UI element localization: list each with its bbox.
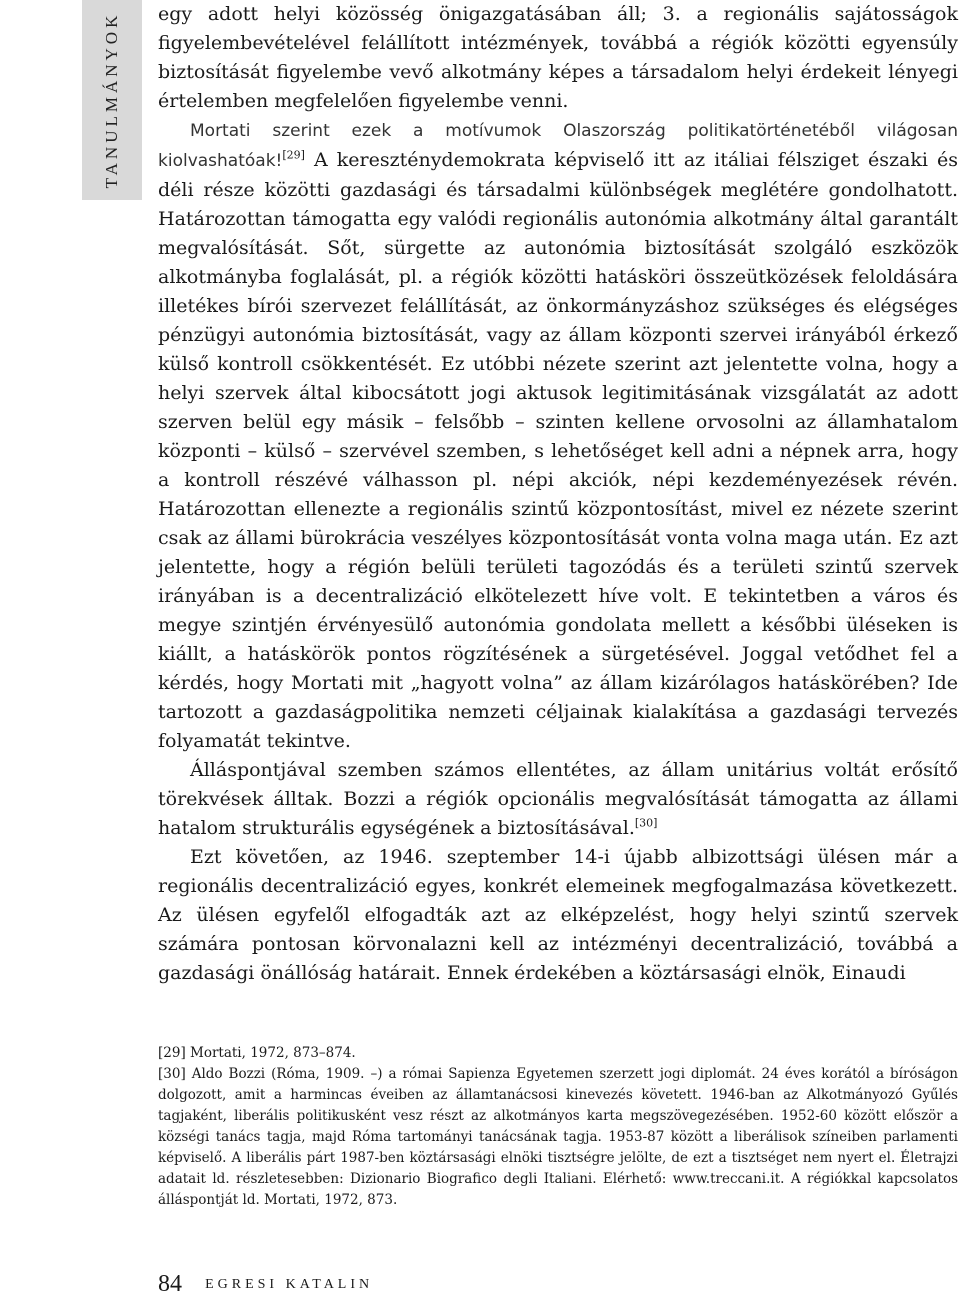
paragraph-3 [158, 756, 958, 843]
paragraph-3-text: Álláspontjával szemben számos ellentétes, az állam unitárius voltát erősítő törekvések álltak. Bozzi a régiók opcionális megvalósítását támogatta az állami hatalom strukturális egységének a biztosításával. [158, 759, 958, 839]
mortati-quote: Mortati szerint ezek a motívumok Olaszország politikatörténetéből világosan kiolvashatóak! [158, 121, 958, 171]
paragraph-2-text: A kereszténydemokrata képviselő itt az itáliai félsziget északi és déli része közötti gazdasági és társadalmi különbségek meglétére gondolhatott. Határozottan támogatta egy valódi regionális autonómia alkotmány által garantált megvalósítását. Sőt, sürgette az autonómia biztosítását szolgáló eszközök alkotmányba foglalását, pl. a régiók közötti hatásköri összeütközések feloldására illetékes bírói szervezet felállítását, az önkormányzáshoz szükséges és elégséges pénzügyi autonómia biztosítását, vagy az állam központi szervei irányából érkező külső kontroll csökkentését. Ez utóbbi nézete szerint azt jelentette volna, hogy a helyi szervek által kibocsátott jogi aktusok legitimitásának vizsgálatát az adott szerven belül egy másik – felsőbb – szinten kellene orvosolni az államhatalom központi – külső – szervével szemben, s lehetőséget kell adni a népnek arra, hogy a kontroll részévé válhasson pl. népi akciók, népi kezdeményezések révén. Határozottan ellenezte a regionális szintű központosítást, mivel ez nézete szerint csak az állami bürokrácia veszélyes központosítását vonta volna maga után. Ez azt jelentette, hogy a régión belüli területi tagozódás és a területi szintű szervek irányában is a decentralizáció elkötelezett híve volt. E tekintetben a város és megye szintjén érvényesülő autonómia gondolata mellett a későbbi üléseken is kiállt, a hatáskörök pontos rögzítésének a sürgetésével. Joggal vetődhet fel a kérdés, hogy Mortati mit „hagyott volna” az állam kizárólagos hatáskörében? Ide tartozott a gazdaságpolitika nemzeti céljainak kialakítása a gazdasági tervezés folyamatát tekintve. [158, 149, 958, 752]
footnote-ref-30: [30] [634, 816, 658, 830]
footnote-ref-29: [29] [282, 148, 305, 162]
footnotes [158, 1043, 958, 1211]
paragraph-2 [158, 116, 958, 756]
footnote-30: [30] Aldo Bozzi (Róma, 1909. –) a római Sapienza Egyetemen szerzett jogi diplomát. 24 éves korától a bíróságon dolgozott, amit a harmincas éveiben az államtanácsosi kinevezés követett. 1946-ban az Alkotmányozó Gyűlés tagjaként, liberális politikusként vesz részt az alkotmányos karta megszövegezésében. 1952-60 között először a községi tanács tagja, majd Róma tartományi tanácsának tagja. 1953-87 között a liberálisok színeiben parlamenti képviselő. A liberális párt 1987-ben köztársasági elnöki tisztségre jelölte, de ezt a tisztséget nem nyert el. Életrajzi adatait ld. részletesebben: Dizionario Biografico degli Italiani. Elérhető: www.treccani.it. A régiókkal kapcsolatos álláspontját ld. Mortati, 1972, 873. [158, 1066, 958, 1208]
paragraph-1: egy adott helyi közösség önigazgatásában áll; 3. a regionális sajátosságok figyelembevételével felállított intézmények, továbbá a régiók közötti egyensúly biztosítását figyelembe vevő alkotmány képes a társadalom helyi érdekeit lényegi értelemben megfelelően figyelembe venni. [158, 3, 958, 112]
paragraph-4: Ezt követően, az 1946. szeptember 14-i újabb albizottsági ülésen már a regionális decentralizáció egyes, konkrét elemeinek megfogalmazása következett. Az ülésen egyfelől elfogadták azt az elképzelést, hogy helyi szintű szervek számára pontosan körvonalazni kell az intézményi decentralizáció, továbbá a gazdasági önállóság határait. Ennek érdekében a köztársasági elnök, Einaudi [158, 846, 958, 984]
section-tab [82, 0, 142, 200]
running-author: EGRESI KATALIN [205, 1277, 374, 1292]
page-number: 84 [158, 1271, 182, 1297]
main-text [158, 0, 958, 988]
footnote-29: [29] Mortati, 1972, 873–874. [158, 1045, 356, 1061]
page-footer [158, 1271, 373, 1298]
section-tab-label: TANULMÁNYOK [102, 11, 121, 189]
